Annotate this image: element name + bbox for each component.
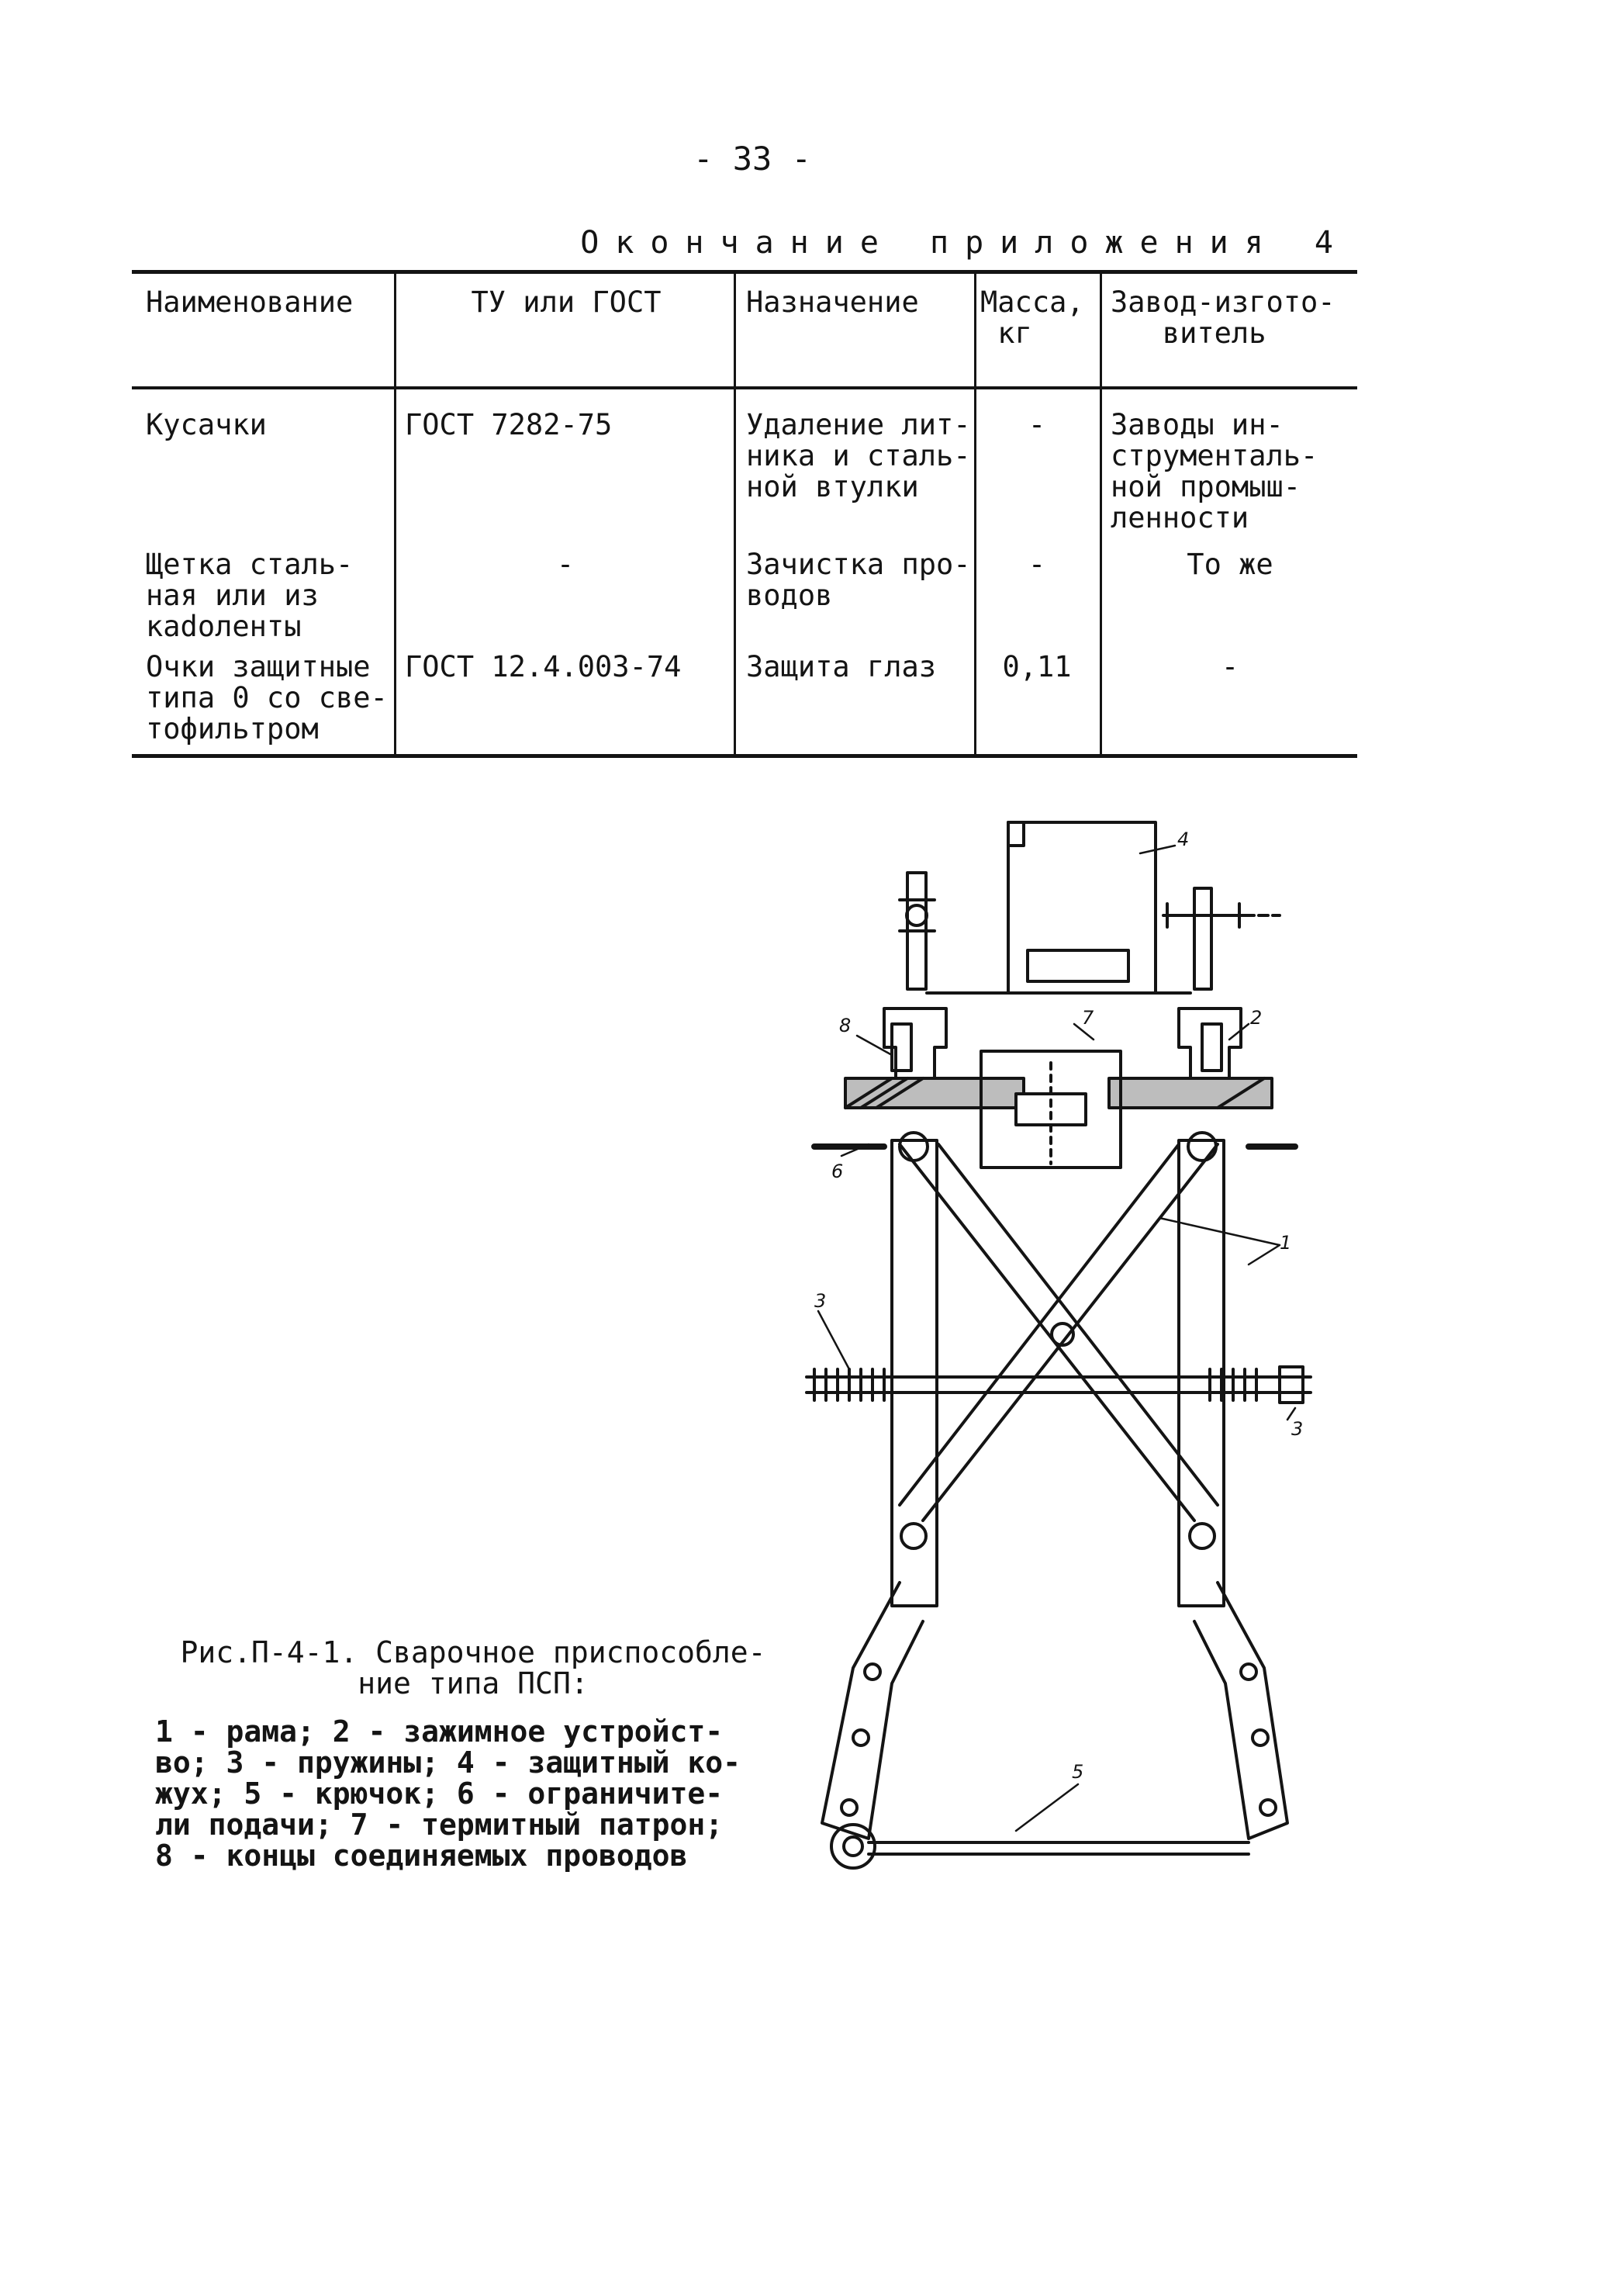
table-header-purpose: Назначение (746, 285, 919, 319)
table-cell-purpose: Зачистка про- водов (746, 548, 971, 612)
table-header-rule (132, 386, 1357, 389)
table-cell-manufacturer: Заводы ин- струменталь- ной промыш- ленности (1111, 408, 1318, 535)
table-cell-manufacturer: - (1221, 650, 1239, 683)
callout-2: 2 (1250, 1007, 1263, 1029)
appendix-title: Окончание приложения 4 (580, 225, 1349, 261)
callout-7: 7 (1082, 1007, 1094, 1029)
table-bottom-rule (132, 754, 1357, 758)
page-number: - 33 - (693, 140, 811, 178)
table-cell-manufacturer: То же (1187, 548, 1273, 581)
callout-3: 3 (1291, 1418, 1304, 1440)
frame-shape (822, 1133, 1287, 1868)
equipment-table (132, 270, 1357, 759)
table-cell-purpose: Защита глаз (746, 650, 937, 683)
table-header-standard: ТУ или ГОСТ (471, 285, 662, 319)
table-cell-name: Щетка сталь- ная или из каdоленты (146, 548, 354, 643)
protective-cover-shape (997, 822, 1156, 993)
table-cell-name: Кусачки (146, 408, 267, 441)
table-header-name: Наименование (146, 285, 354, 319)
callout-8: 8 (839, 1015, 852, 1036)
table-header-mass: Масса, кг (980, 285, 1084, 350)
callout-6: 6 (831, 1161, 844, 1182)
table-column-divider (394, 270, 396, 757)
figure-caption (155, 1637, 791, 1871)
callout-4: 4 (1177, 829, 1190, 850)
table-header-manufacturer: Завод-изгото- витель (1111, 285, 1335, 350)
welding-fixture-drawing (783, 799, 1357, 1885)
table-column-divider (974, 270, 976, 757)
table-cell-purpose: Удаление лит- ника и сталь- ной втулки (746, 408, 971, 503)
table-cell-mass: 0,11 (1002, 650, 1072, 683)
callout-1: 1 (1280, 1232, 1292, 1254)
table-cell-standard: - (556, 548, 575, 581)
table-cell-standard: ГОСТ 7282-75 (405, 408, 613, 441)
table-top-rule (132, 270, 1357, 274)
callout-3: 3 (814, 1290, 827, 1312)
table-cell-mass: - (1028, 408, 1046, 441)
table-cell-mass: - (1028, 548, 1046, 581)
springs-shape (807, 1367, 1311, 1403)
table-column-divider (1100, 270, 1102, 757)
figure-legend: 1 - рама; 2 - зажимное устройст- во; 3 - пружины; 4 - защитный ко- жух; 5 - крючок; 6 - ограничите- ли подачи; 7 - термитный патрон; 8 - концы соединяемых проводов (155, 1714, 741, 1873)
table-cell-standard: ГОСТ 12.4.003-74 (405, 650, 682, 683)
callout-5: 5 (1072, 1761, 1084, 1783)
clamp-screws-shape (900, 873, 1280, 993)
table-column-divider (734, 270, 736, 757)
clamp-blocks-shape (884, 1008, 1241, 1078)
table-cell-name: Очки защитные типа 0 со све- тофильтром (146, 650, 388, 746)
figure-caption-title: Рис.П-4-1. Сварочное приспособле- ние типа ПСП: (180, 1635, 766, 1700)
